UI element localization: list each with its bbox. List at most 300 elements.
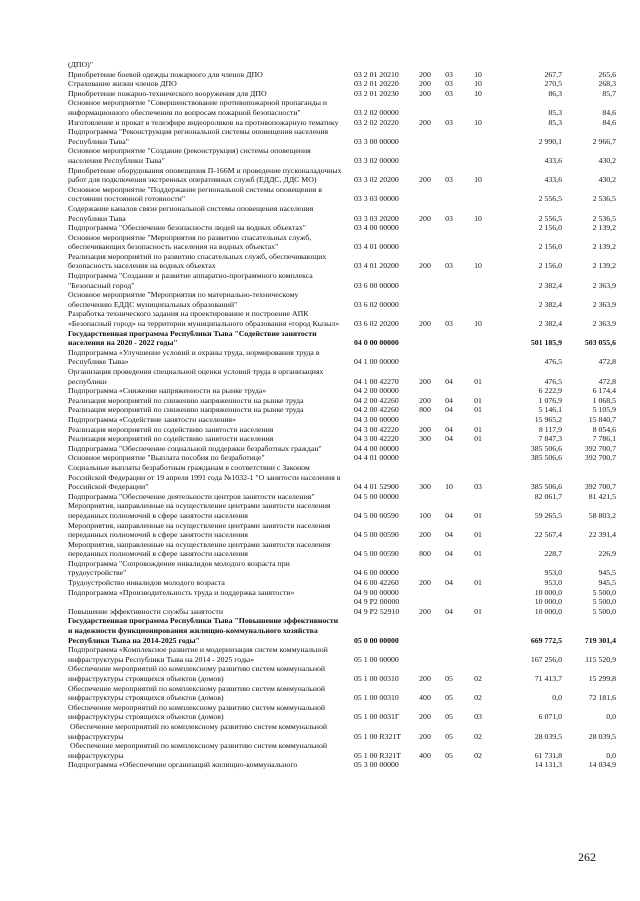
row-code: 05 1 00 R321Т (354, 731, 401, 741)
row-sum-2: 2 139,2 (592, 242, 616, 252)
row-expense-type: 400 (419, 693, 431, 703)
row-sum-2: 2 536,5 (592, 213, 616, 223)
row-section: 05 (445, 712, 453, 722)
row-code: 04 2 00 42260 (354, 405, 399, 415)
row-code: 03 3 02 00000 (354, 155, 399, 165)
row-sum-1: 476,5 (544, 357, 562, 367)
row-subsection: 01 (474, 606, 482, 616)
row-expense-type: 200 (419, 261, 431, 271)
row-sum-1: 953,0 (544, 568, 562, 578)
row-sum-1: 1 076,9 (538, 395, 562, 405)
row-sum-1: 86,3 (548, 88, 562, 98)
row-name: Основное мероприятие "Мероприятия по материально-техническому обеспечению ЕДДС муниципальных образований" (68, 290, 301, 309)
page-number: 262 (578, 850, 596, 864)
row-sum-1: 953,0 (544, 578, 562, 588)
row-code: 04 4 01 00000 (354, 453, 399, 463)
row-sum-1: 2 990,1 (538, 136, 562, 146)
row-section: 04 (445, 549, 453, 559)
row-sum-2: 2 363,9 (592, 299, 616, 309)
table-row (68, 185, 616, 204)
row-sum-1: 385 506,6 (530, 453, 562, 463)
row-sum-1: 59 265,5 (534, 510, 562, 520)
row-code: 03 4 01 20200 (354, 261, 399, 271)
row-code: 03 2 01 20220 (354, 79, 399, 89)
row-section: 05 (445, 674, 453, 683)
row-sum-2: 2 363,9 (592, 280, 616, 290)
table-row (68, 405, 616, 415)
row-code: 03 6 02 00000 (354, 299, 399, 309)
row-section: 03 (445, 69, 453, 79)
row-sum-2: 265,6 (598, 69, 616, 79)
table-row (68, 463, 616, 492)
table-row (68, 271, 616, 290)
row-name: Страхование жизни членов ДПО (68, 79, 177, 89)
row-section: 10 (445, 482, 453, 492)
row-name: Подпрограмма «Обеспечение организаций жилищно-коммунального (68, 760, 298, 770)
row-name: Реализация мероприятий по снижению напряженности на рынке труда (68, 405, 304, 415)
table-row (68, 127, 616, 146)
row-code: 04 5 00 00590 (354, 530, 399, 540)
row-subsection: 01 (474, 530, 482, 540)
table-row (68, 70, 616, 80)
row-subsection: 01 (474, 549, 482, 559)
row-expense-type: 400 (419, 750, 431, 760)
row-sum-1: 270,5 (544, 79, 562, 89)
row-code: 03 3 02 20200 (354, 175, 399, 185)
row-name: Обеспечение мероприятий по комплексному развитию систем коммунальной инфраструктуры строящихся объектов (домов) (68, 702, 328, 722)
row-code: 04 4 00 00000 (354, 443, 399, 453)
row-sum-2: 15 299,8 (588, 674, 616, 683)
row-sum-2: 2 139,2 (592, 223, 616, 233)
row-name: Приобретение боевой одежды пожарного для членов ДПО (68, 69, 263, 79)
row-subsection: 10 (474, 175, 482, 185)
row-section: 03 (445, 175, 453, 185)
table-row (68, 415, 616, 425)
row-subsection: 10 (474, 88, 482, 98)
row-sum-2: 5 500,0 (592, 606, 616, 616)
row-code: 04 6 00 00000 (354, 568, 399, 578)
row-name: Приобретение оборудования оповещения П-166М и проведение пусконаладочных работ для подключения экстренных оперативных служб (ЕДДС, ДДС МО) (68, 165, 344, 185)
table-row (68, 521, 616, 540)
row-name: Подпрограмма «Улучшение условий и охраны труда, нормирования труда в Республике Тыва» (68, 347, 322, 367)
row-name: Реализация мероприятий по развитию спасательных служб, обеспечивающих безопасность населения на водных объектах (68, 251, 329, 271)
row-section: 03 (445, 213, 453, 223)
row-code: 04 9 P2 52910 (354, 606, 400, 616)
row-sum-1: 167 256,0 (530, 654, 562, 664)
row-section: 03 (445, 261, 453, 271)
table-row (68, 233, 616, 252)
row-sum-2: 2 966,7 (592, 136, 616, 146)
table-row (68, 434, 616, 444)
row-expense-type: 200 (419, 712, 431, 722)
row-sum-1: 2 156,0 (538, 223, 562, 233)
row-subsection: 10 (474, 261, 482, 271)
row-section: 04 (445, 395, 453, 405)
row-sum-1: 10 000,0 (534, 606, 562, 616)
row-name: Основное мероприятие "Выплата пособия по безработице" (68, 453, 265, 463)
row-sum-2: 430,2 (598, 155, 616, 165)
row-section: 04 (445, 578, 453, 588)
table-row (68, 684, 616, 703)
table-row (68, 386, 616, 396)
row-code: 03 3 03 00000 (354, 194, 399, 204)
table-row (68, 98, 616, 117)
table-row (68, 703, 616, 722)
row-code: 03 4 01 00000 (354, 242, 399, 252)
row-sum-2: 5 500,0 (592, 587, 616, 597)
table-row (68, 118, 616, 128)
row-subsection: 02 (474, 750, 482, 760)
row-name: Обеспечение мероприятий по комплексному развитию систем коммунальной инфраструктуры (68, 741, 329, 760)
row-code: 03 4 00 00000 (354, 223, 399, 233)
row-subsection: 01 (474, 578, 482, 588)
row-code: 04 6 00 42260 (354, 578, 399, 588)
row-code: 04 5 00 00590 (354, 510, 399, 520)
row-sum-2: 2 139,2 (592, 261, 616, 271)
row-section: 04 (445, 606, 453, 616)
row-subsection: 10 (474, 213, 482, 223)
row-code: 04 2 00 00000 (354, 386, 399, 396)
row-expense-type: 200 (419, 530, 431, 540)
table-row (68, 597, 616, 607)
row-name (68, 597, 344, 607)
table-row (68, 146, 616, 165)
row-code: 04 5 00 00590 (354, 549, 399, 559)
row-subsection: 01 (474, 405, 482, 415)
row-code: 04 9 P2 00000 (354, 597, 400, 607)
table-row (68, 166, 616, 185)
table-row (68, 722, 616, 741)
row-sum-2: 7 786,1 (592, 434, 616, 444)
row-sum-1: 8 117,9 (538, 424, 562, 434)
row-section: 04 (445, 434, 453, 444)
table-row (68, 425, 616, 435)
row-sum-2: 6 174,4 (592, 386, 616, 396)
row-name: Организация проведения специальной оценки условий труда в организациях республики (68, 367, 326, 386)
row-subsection: 01 (474, 424, 482, 434)
row-sum-1: 228,7 (544, 549, 562, 559)
row-sum-1: 2 156,0 (538, 261, 562, 271)
row-section: 04 (445, 510, 453, 520)
table-row (68, 540, 616, 559)
table-row (68, 252, 616, 271)
table-row (68, 367, 616, 386)
row-sum-2: 268,3 (598, 79, 616, 89)
row-expense-type: 200 (419, 213, 431, 223)
row-sum-1: 2 382,4 (538, 280, 562, 290)
row-section: 04 (445, 376, 453, 386)
budget-table (68, 60, 616, 770)
row-subsection: 01 (474, 434, 482, 444)
row-section: 03 (445, 79, 453, 89)
row-name: (ДПО)" (68, 60, 93, 69)
row-name: Содержание каналов связи региональной системы оповещения населения Республики Тыва (68, 203, 316, 223)
row-name: Подпрограмма «Комплексное развитие и модернизация систем коммунальной инфраструктуры Республики Тыва на 2014 - 2025 годы» (68, 645, 330, 664)
row-sum-1: 28 039,5 (534, 731, 562, 741)
row-expense-type: 200 (419, 731, 431, 741)
row-sum-2: 14 034,9 (588, 760, 616, 770)
row-sum-1: 501 185,9 (530, 338, 562, 348)
row-code: 05 3 00 00000 (354, 760, 399, 770)
row-sum-2: 5 105,9 (592, 405, 616, 415)
row-sum-1: 14 131,3 (534, 760, 562, 770)
row-section: 04 (445, 424, 453, 434)
table-row (68, 588, 616, 598)
row-name: Разработка технического задания на проектирование и построение АПК «Безопасный город» на территории муниципального образования «город Кызыл» (68, 309, 340, 329)
row-expense-type: 800 (419, 405, 431, 415)
row-name: Государственная программа Республики Тыва "Повышение эффективности и надежности функционирования жилищно-коммунального хозяйства Республики Тыва на 2014-2025 годы" (68, 616, 341, 645)
row-sum-1: 2 156,0 (538, 242, 562, 252)
table-row (68, 60, 616, 70)
row-name: Основное мероприятие "Мероприятия по развитию спасательных служб, обеспечивающих безопасность населения на водных объектах" (68, 232, 314, 252)
row-name: Подпрограмма "Обеспечение безопасности людей на водных объектах" (68, 223, 306, 233)
row-expense-type: 200 (419, 319, 431, 329)
row-expense-type: 300 (419, 434, 431, 444)
row-subsection: 02 (474, 674, 482, 683)
row-name: Подпрограмма «Содействие занятости населения» (68, 414, 237, 424)
row-sum-1: 7 847,3 (538, 434, 562, 444)
row-name: Реализация мероприятий по снижению напряженности на рынке труда (68, 395, 304, 405)
row-sum-1: 669 772,5 (530, 635, 562, 645)
table-row (68, 616, 616, 645)
row-code: 03 2 01 20210 (354, 69, 399, 79)
table-row (68, 607, 616, 617)
row-subsection: 01 (474, 395, 482, 405)
row-sum-2: 15 840,7 (588, 414, 616, 424)
row-section: 04 (445, 530, 453, 540)
row-name: Подпрограмма «Производительность труда и поддержка занятости» (68, 587, 295, 597)
row-sum-2: 472,8 (598, 357, 616, 367)
row-sum-1: 61 731,8 (534, 750, 562, 760)
row-code: 03 3 00 00000 (354, 136, 399, 146)
row-section: 03 (445, 319, 453, 329)
row-section: 05 (445, 750, 453, 760)
row-subsection: 10 (474, 117, 482, 127)
table-row (68, 309, 616, 328)
row-sum-2: 58 803,2 (588, 510, 616, 520)
row-sum-2: 392 700,7 (584, 482, 616, 492)
row-code: 04 0 00 00000 (354, 338, 399, 348)
table-row (68, 501, 616, 520)
row-code: 04 1 00 42270 (354, 376, 399, 386)
table-row (68, 223, 616, 233)
row-sum-2: 84,6 (602, 107, 616, 117)
row-sum-2: 115 520,9 (585, 654, 616, 664)
row-sum-1: 267,7 (544, 69, 562, 79)
row-code: 04 3 00 42220 (354, 424, 399, 434)
table-row (68, 492, 616, 502)
row-code: 05 1 00 00310 (354, 693, 399, 703)
row-code: 04 9 00 00000 (354, 587, 399, 597)
table-row (68, 396, 616, 406)
row-subsection: 03 (474, 482, 482, 492)
row-sum-1: 10 000,0 (534, 587, 562, 597)
row-sum-1: 0,0 (552, 693, 562, 703)
row-name: Мероприятия, направленные на осуществление центрами занятости населения переданных полномочий в сфере занятости населения (68, 501, 333, 520)
row-code: 04 5 00 00000 (354, 491, 399, 501)
row-code: 05 1 00 00310 (354, 674, 399, 683)
row-sum-2: 22 391,4 (588, 530, 616, 540)
row-code: 03 6 02 20200 (354, 319, 399, 329)
row-sum-2: 719 301,4 (584, 635, 616, 645)
row-sum-1: 2 382,4 (538, 299, 562, 309)
table-row (68, 89, 616, 99)
row-code: 03 2 01 20230 (354, 88, 399, 98)
table-row (68, 444, 616, 454)
row-sum-1: 71 413,7 (534, 674, 562, 683)
row-expense-type: 200 (419, 69, 431, 79)
row-code: 03 6 00 00000 (354, 280, 399, 290)
row-name: Подпрограмма "Обеспечение социальной поддержки безработных граждан" (68, 443, 322, 453)
row-expense-type: 200 (419, 79, 431, 89)
row-sum-1: 85,3 (548, 107, 562, 117)
table-row (68, 645, 616, 664)
row-name: Подпрограмма «Снижение напряженности на рынке труда» (68, 386, 267, 396)
row-sum-1: 15 965,2 (534, 414, 562, 424)
row-name: Подпрограмма "Реконструкция региональной системы оповещения населения Республики Тыва" (68, 127, 331, 146)
row-sum-1: 385 506,6 (530, 482, 562, 492)
row-name: Государственная программа Республики Тыва "Содействие занятости населения на 2020 - 2022 годы" (68, 328, 319, 348)
table-row (68, 329, 616, 348)
row-sum-2: 84,6 (602, 117, 616, 127)
row-expense-type: 200 (419, 88, 431, 98)
row-name: Подпрограмма "Создание и развитие аппаратно-программного комплекса "Безопасный город" (68, 271, 315, 290)
row-name: Подпрограмма "Обеспечение деятельности центров занятости населения" (68, 491, 315, 501)
row-code: 04 4 01 52900 (354, 482, 399, 492)
row-sum-1: 22 567,4 (534, 530, 562, 540)
row-sum-2: 392 700,7 (584, 453, 616, 463)
row-sum-2: 503 055,6 (584, 338, 616, 348)
row-name: Мероприятия, направленные на осуществление центрами занятости населения переданных полномочий в сфере занятости населения (68, 539, 333, 559)
row-code: 04 2 00 42260 (354, 395, 399, 405)
row-name: Подпрограмма "Сопровождение инвалидов молодого возраста при трудоустройстве" (68, 558, 292, 578)
row-section: 03 (445, 117, 453, 127)
row-sum-1: 6 222,9 (538, 386, 562, 396)
row-expense-type: 100 (419, 510, 431, 520)
table-row (68, 348, 616, 367)
row-code: 03 2 02 00000 (354, 107, 399, 117)
row-name: Основное мероприятие "Поддержание региональной системы оповещения в состоянии постоянной готовности" (68, 184, 324, 204)
row-expense-type: 200 (419, 117, 431, 127)
row-sum-2: 0,0 (606, 750, 616, 760)
row-sum-2: 472,8 (598, 376, 616, 386)
row-sum-2: 81 421,5 (588, 491, 616, 501)
row-name: Мероприятия, направленные на осуществление центрами занятости населения переданных полномочий в сфере занятости населения (68, 520, 333, 540)
row-section: 05 (445, 693, 453, 703)
table-row (68, 741, 616, 760)
row-sum-2: 392 700,7 (584, 443, 616, 453)
row-sum-2: 1 068,5 (592, 395, 616, 405)
row-name: Реализация мероприятий по содействию занятости населения (68, 434, 274, 444)
row-code: 05 0 00 00000 (354, 635, 399, 645)
row-name: Приобретение пожарно-технического вооружения для ДПО (68, 88, 267, 98)
row-expense-type: 300 (419, 482, 431, 492)
row-code: 04 3 00 42220 (354, 434, 399, 444)
row-code: 05 1 00 R321Т (354, 750, 401, 760)
row-section: 05 (445, 731, 453, 741)
row-section: 03 (445, 88, 453, 98)
table-row (68, 664, 616, 683)
row-code: 05 1 00 0031Г (354, 712, 400, 722)
table-row (68, 578, 616, 588)
row-sum-1: 6 071,0 (538, 712, 562, 722)
row-sum-2: 8 054,6 (592, 424, 616, 434)
row-code: 05 1 00 00000 (354, 654, 399, 664)
row-sum-1: 5 146,1 (538, 405, 562, 415)
table-row (68, 290, 616, 309)
row-sum-2: 28 039,5 (588, 731, 616, 741)
row-sum-1: 2 382,4 (538, 319, 562, 329)
row-sum-2: 945,5 (598, 578, 616, 588)
table-row (68, 760, 616, 770)
row-expense-type: 200 (419, 175, 431, 185)
row-sum-2: 945,5 (598, 568, 616, 578)
row-sum-2: 2 363,9 (592, 319, 616, 329)
table-row (68, 79, 616, 89)
row-subsection: 01 (474, 510, 482, 520)
row-expense-type: 200 (419, 376, 431, 386)
table-row (68, 204, 616, 223)
row-sum-2: 226,9 (598, 549, 616, 559)
row-sum-1: 433,6 (544, 155, 562, 165)
row-expense-type: 200 (419, 424, 431, 434)
row-sum-2: 85,7 (602, 88, 616, 98)
row-sum-1: 385 506,6 (530, 443, 562, 453)
row-sum-2: 2 536,5 (592, 194, 616, 204)
row-name: Обеспечение мероприятий по комплексному развитию систем коммунальной инфраструктуры строящихся объектов (домов) (68, 683, 328, 703)
row-sum-1: 433,6 (544, 175, 562, 185)
row-sum-2: 5 500,0 (592, 597, 616, 607)
row-sum-1: 2 556,5 (538, 213, 562, 223)
row-subsection: 10 (474, 69, 482, 79)
row-name: Обеспечение мероприятий по комплексному развитию систем коммунальной инфраструктуры строящихся объектов (домов) (68, 664, 328, 683)
row-subsection: 10 (474, 79, 482, 89)
row-name: Изготовление и прокат в телеэфире видеороликов на противопожарную тематику (68, 117, 339, 127)
row-name: Основное мероприятие "Совершенствование противопожарной пропаганды и информационного обеспечения по вопросам пожарной безопасности" (68, 98, 330, 117)
row-sum-1: 85,3 (548, 117, 562, 127)
row-subsection: 02 (474, 693, 482, 703)
row-code: 03 3 03 20200 (354, 213, 399, 223)
row-expense-type: 200 (419, 578, 431, 588)
row-sum-2: 72 181,6 (588, 693, 616, 703)
row-code: 04 1 00 00000 (354, 357, 399, 367)
row-subsection: 02 (474, 731, 482, 741)
row-sum-1: 2 556,5 (538, 194, 562, 204)
row-expense-type: 200 (419, 395, 431, 405)
row-name: Основное мероприятие "Создание (реконструкция) системы оповещения населения Республики Тыва" (68, 146, 313, 165)
row-sum-1: 10 000,0 (534, 597, 562, 607)
row-expense-type: 800 (419, 549, 431, 559)
row-subsection: 01 (474, 376, 482, 386)
row-name: Реализация мероприятий по содействию занятости населения (68, 424, 274, 434)
row-name: Трудоустройство инвалидов молодого возраста (68, 578, 225, 588)
table-row (68, 559, 616, 578)
row-name: Обеспечение мероприятий по комплексному развитию систем коммунальной инфраструктуры (68, 721, 329, 741)
row-sum-1: 82 061,7 (534, 491, 562, 501)
row-name: Социальные выплаты безработным гражданам в соответствии с Законом Российской Федерации от 19 апреля 1991 года №1032-1 "О занятости населения в Российской Федерации" (68, 462, 343, 492)
row-sum-1: 476,5 (544, 376, 562, 386)
row-expense-type: 200 (419, 606, 431, 616)
row-sum-2: 430,2 (598, 175, 616, 185)
row-section: 04 (445, 405, 453, 415)
row-code: 03 2 02 20220 (354, 117, 399, 127)
row-name: Повышение эффективности службы занятости (68, 606, 224, 616)
table-row (68, 453, 616, 463)
row-subsection: 03 (474, 712, 482, 722)
row-expense-type: 200 (419, 674, 431, 683)
row-code: 04 3 00 00000 (354, 414, 399, 424)
row-subsection: 10 (474, 319, 482, 329)
